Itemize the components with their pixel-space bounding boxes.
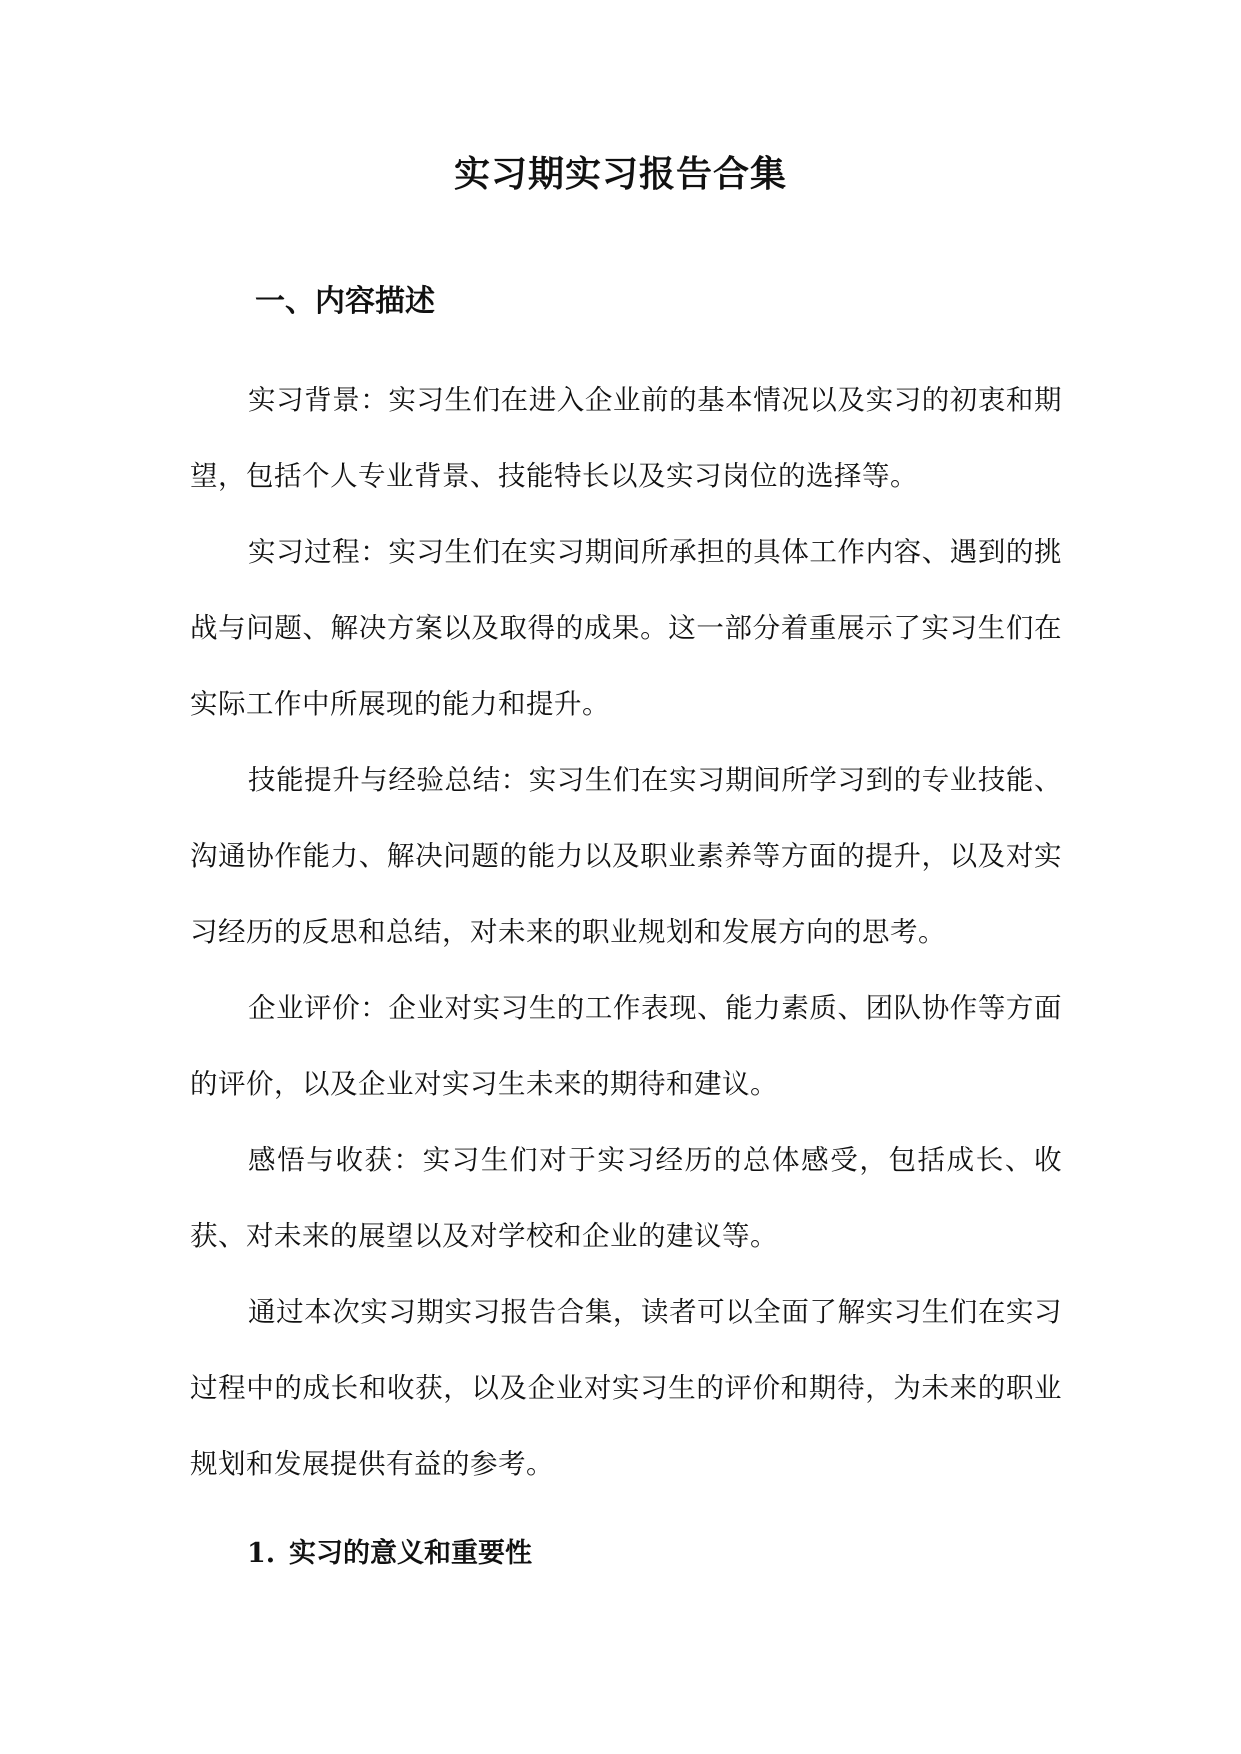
paragraph-background: 实习背景：实习生们在进入企业前的基本情况以及实习的初衷和期望，包括个人专业背景、技能特长以及实习岗位的选择等。 (190, 384, 1062, 492)
subsection-title: 实习的意义和重要性 (289, 1538, 532, 1569)
section-body (190, 362, 1062, 1502)
paragraph-evaluation: 企业评价：企业对实习生的工作表现、能力素质、团队协作等方面的评价，以及企业对实习生未来的期待和建议。 (190, 992, 1062, 1100)
document-title: 实习期实习报告合集 (453, 153, 787, 195)
section-heading: 一、内容描述 (255, 284, 435, 319)
paragraph-reflection: 感悟与收获：实习生们对于实习经历的总体感受，包括成长、收获、对未来的展望以及对学校和企业的建议等。 (190, 1144, 1062, 1252)
subsection-heading (247, 1534, 532, 1574)
paragraph-process: 实习过程：实习生们在实习期间所承担的具体工作内容、遇到的挑战与问题、解决方案以及取得的成果。这一部分着重展示了实习生们在实际工作中所展现的能力和提升。 (190, 536, 1062, 720)
paragraph-skills: 技能提升与经验总结：实习生们在实习期间所学习到的专业技能、沟通协作能力、解决问题的能力以及职业素养等方面的提升，以及对实习经历的反思和总结，对未来的职业规划和发展方向的思考。 (190, 764, 1062, 948)
subsection-number: 1. (247, 1538, 276, 1569)
paragraph-summary: 通过本次实习期实习报告合集，读者可以全面了解实习生们在实习过程中的成长和收获，以及企业对实习生的评价和期待，为未来的职业规划和发展提供有益的参考。 (190, 1296, 1062, 1480)
